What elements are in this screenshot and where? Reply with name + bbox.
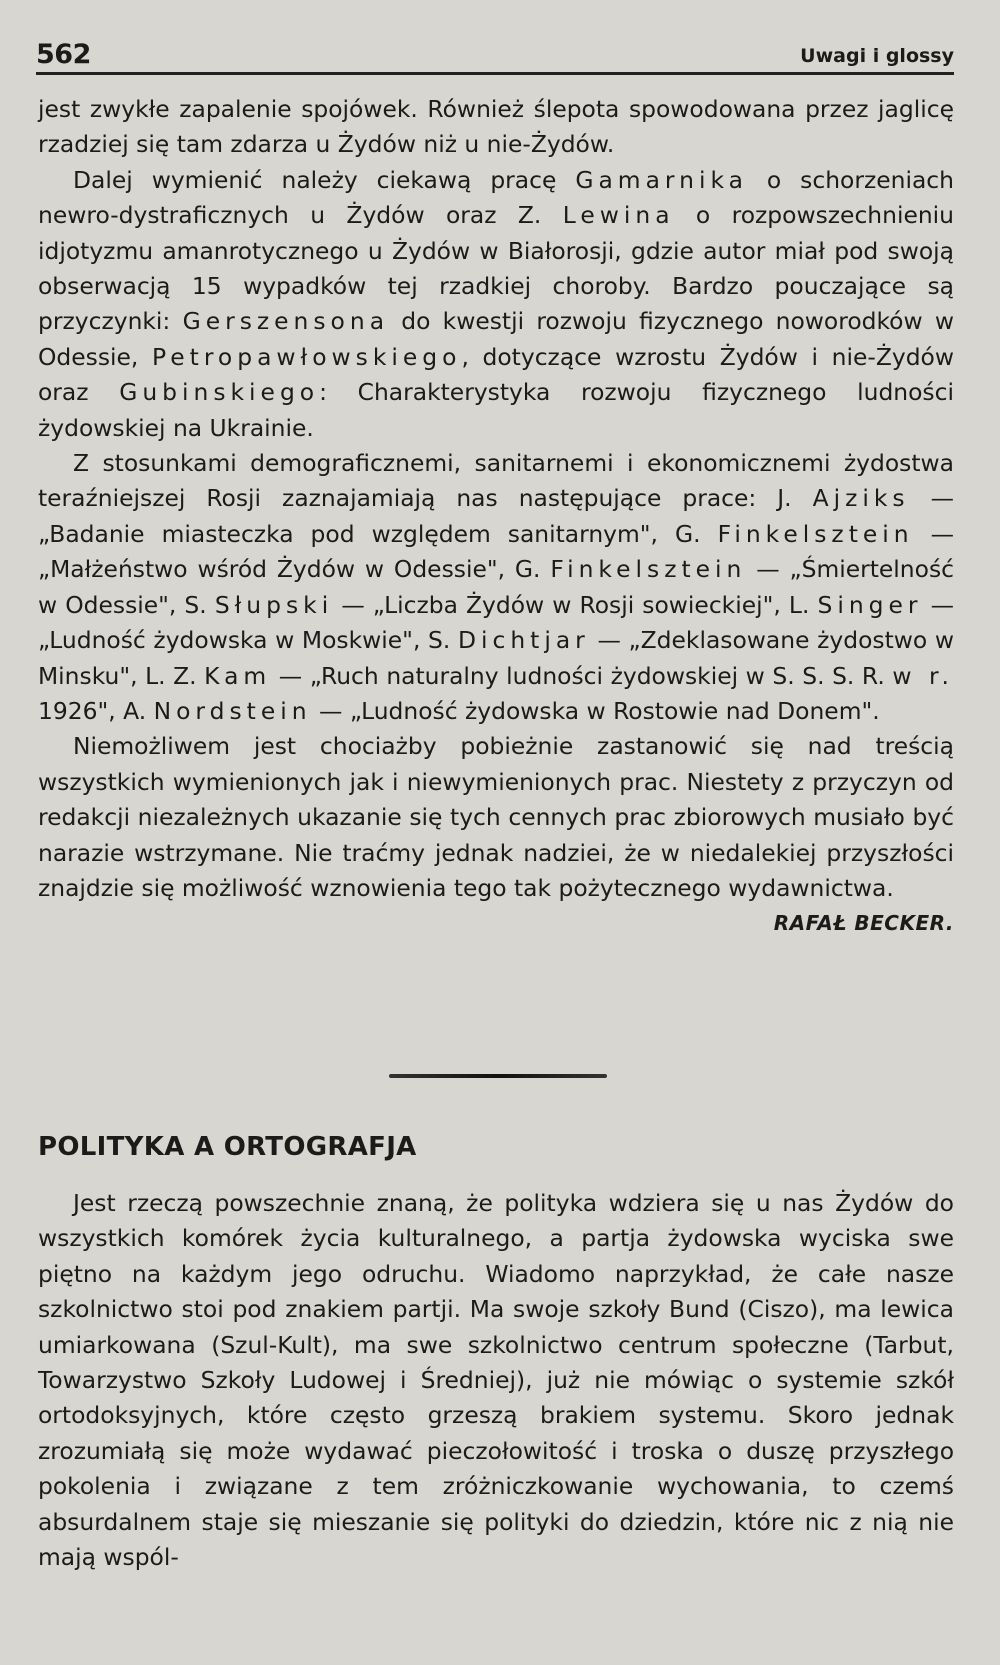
paragraph-5: Jest rzeczą powszechnie znaną, że polityka wdziera się u nas Żydów do wszystkich komórek życia kulturalnego, a partja żydowska wyciska swe piętno na każdym jego odruchu. Wiadomo naprzykład, że całe nasze szkolnictwo stoi pod znakiem partji. Ma swoje szkoły Bund (Ciszo), ma lewica umiarkowana (Szul-Kult), ma swe szkolnictwo centrum społeczne (Tarbut, Towarzystwo Szkoły Ludowej i Średniej), już nie mówiąc o systemie szkół ortodoksyjnych, które często grzeszą brakiem systemu. Skoro jednak zrozumiałą się może wydawać pieczołowitość i troska o duszę przyszłego pokolenia i związane z tem zróżniczkowanie wychowania, to czemś absurdalnem staje się mieszanie się polityki do dziedzin, które nic z nią nie mają wspól-	[38, 1189, 954, 1572]
author-name: Ajziks	[812, 484, 910, 513]
article-continuation	[38, 92, 954, 942]
paragraph-1: jest zwykłe zapalenie spojówek. Również ślepota spowodowana przez jaglicę rzadziej się tam zdarza u Żydów niż u nie-Żydów.	[38, 95, 954, 159]
author-name: Lewina	[562, 201, 675, 230]
author-name: Gamarnika	[575, 165, 748, 194]
running-title: Uwagi i glossy	[800, 45, 954, 67]
author-name: Finkelsztein	[550, 555, 747, 584]
section-separator	[389, 1074, 607, 1078]
author-name: Gubinskiego	[119, 378, 320, 407]
author-name: Petropawłowskiego	[152, 342, 462, 371]
paragraph-2: Dalej wymienić należy ciekawą pracę Gamarnika o schorzeniach newro-dystraficznych u Żydów oraz Z. Lewina o rozpowszechnieniu idjotyzmu amanrotycznego u Żydów w Białorosji, gdzie autor miał pod swoją obserwacją 15 wypadków tej rzadkiej choroby. Bardzo pouczające są przyczynki: Gerszensona do kwestji rozwoju fizycznego noworodków w Odessie, Petropawłowskiego, dotyczące wzrostu Żydów i nie-Żydów oraz Gubinskiego: Charakterystyka rozwoju fizycznego ludności żydowskiej na Ukrainie.	[38, 165, 954, 442]
author-name: Dichtjar	[457, 626, 590, 655]
article-body	[38, 1186, 954, 1575]
paragraph-4: Niemożliwem jest chociażby pobieżnie zastanowić się nad treścią wszystkich wymienionych jak i niewymienionych prac. Niestety z przyczyn od redakcji niezależnych ukazanie się tych cennych prac zbiorowych musiało być narazie wstrzymane. Nie traćmy jednak nadziei, że w niedalekiej przyszłości znajdzie się możliwość wznowienia tego tak pożytecznego wydawnictwa. RAFAŁ BECKER.	[38, 729, 954, 906]
author-signature: RAFAŁ BECKER.	[773, 911, 954, 936]
paragraph-3: Z stosunkami demograficznemi, sanitarnemi i ekonomicznemi żydostwa teraźniejszej Rosji zaznajamiają nas następujące prace: J. Ajziks — „Badanie miasteczka pod względem sanitarnym", G. Finkelsztein — „Małżeństwo wśród Żydów w Odessie", G. Finkelsztein — „Śmiertelność w Odessie", S. Słupski — „Liczba Żydów w Rosji sowieckiej", L. Singer — „Ludność żydowska w Moskwie", S. Dichtjar — „Zdeklasowane żydostwo w Minsku", L. Z. Kam — „Ruch naturalny ludności żydowskiej w S. S. S. R. w r. 1926", A. Nordstein — „Ludność żydowska w Rostowie nad Donem".	[38, 449, 955, 725]
author-name: Nordstein	[153, 696, 312, 725]
author-name: Słupski	[214, 590, 334, 619]
author-name: Finkelsztein	[717, 519, 914, 548]
section-title: POLITYKA A ORTOGRAFJA	[38, 1132, 417, 1162]
author-name: Kam	[204, 661, 272, 690]
page-number: 562	[36, 39, 91, 70]
author-name: Gerszensona	[182, 307, 390, 336]
author-name: Singer	[817, 590, 923, 619]
spaced-text: w r.	[892, 661, 954, 690]
running-head	[36, 34, 954, 70]
header-rule	[36, 72, 954, 75]
